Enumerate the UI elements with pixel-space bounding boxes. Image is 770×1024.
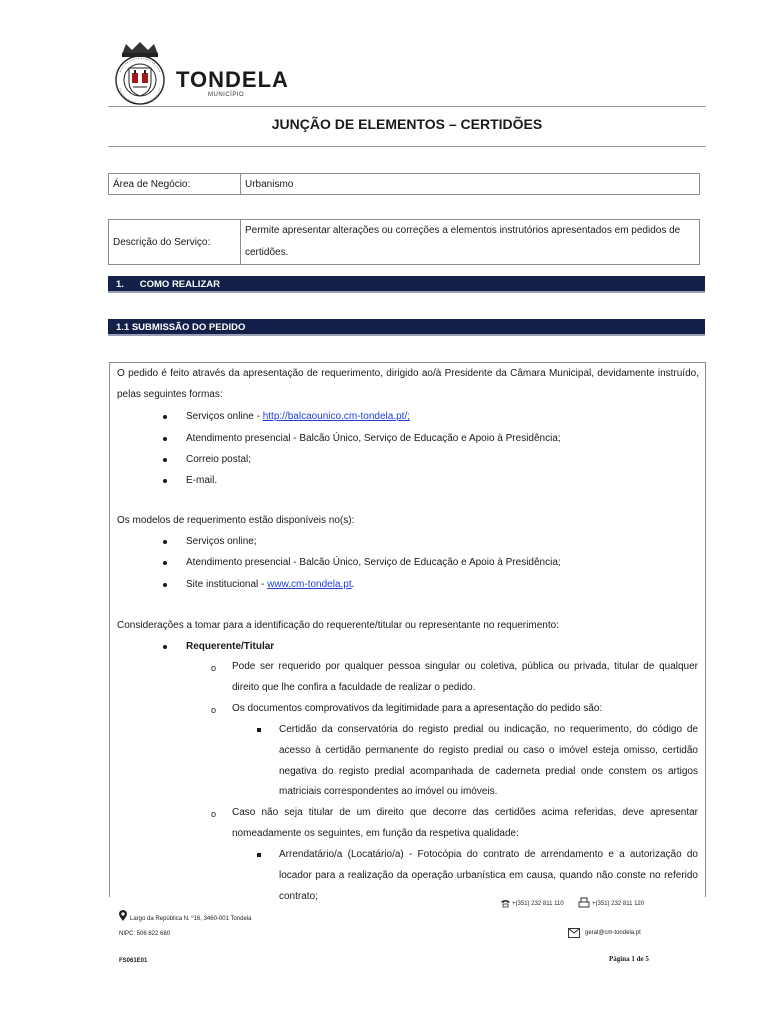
header-divider xyxy=(108,106,706,107)
requerente-sub-1: Pode ser requerido por qualquer pessoa singular ou coletiva, pública ou privada, titular de qualquer direito que lhe confira a faculdade de realizar o pedido. xyxy=(232,661,698,693)
considerations-paragraph: Considerações a tomar para a identificação do requerente/titular ou representante no requerimento: xyxy=(117,620,559,631)
nipc: NIPC: 506 822 680 xyxy=(119,931,171,937)
municipality-seal-logo xyxy=(108,40,172,106)
requerente-sub-3: Caso não seja titular de um direito que decorre das certidões acima referidas, deve apresentar nomeadamente os seguintes, em função da respetiva qualidade: xyxy=(232,807,698,839)
intro-paragraph: O pedido é feito através da apresentação de requerimento, dirigido ao/à Presidente da Câmara Municipal, devidamente instruído, pelas seguintes formas: xyxy=(117,368,699,400)
legitimacy-document-item: Certidão da conservatória do registo predial ou indicação, no requerimento, do código de acesso à certidão permanente do registo predial ou caso o imóvel esteja omisso, certidão negativa do registo predial acompanhada de caderneta predial onde constem os artigos matriciais correspondentes ao imóvel ou imóveis. xyxy=(279,724,698,798)
address: Largo da República N. º16, 3460-001 Tondela xyxy=(130,916,252,922)
phone-number: +(351) 232 811 110 xyxy=(512,901,564,907)
model-item-site: Site institucional - www.cm-tondela.pt. xyxy=(186,579,355,590)
circle-bullet-icon: o xyxy=(211,809,217,819)
square-bullet-icon xyxy=(257,728,261,732)
email-icon xyxy=(568,928,580,938)
email-address: geral@cm-tondela.pt xyxy=(585,930,641,936)
bullet-icon xyxy=(163,540,167,544)
requerente-sub-2: Os documentos comprovativos da legitimidade para a apresentação do pedido são: xyxy=(232,703,603,714)
list-item-online: Serviços online - http://balcaounico.cm-tondela.pt/; xyxy=(186,411,411,422)
circle-bullet-icon: o xyxy=(211,705,217,715)
service-description-value: Permite apresentar alterações ou correções a elementos instrutórios apresentados em pedidos de certidões. xyxy=(241,220,700,265)
list-item-email: E-mail. xyxy=(186,475,218,486)
balcao-unico-link[interactable]: http://balcaounico.cm-tondela.pt/; xyxy=(262,411,411,422)
fax-number: +(351) 232 811 120 xyxy=(592,901,645,907)
tenant-document-item: Arrendatário/a (Locatário/a) - Fotocópia do contrato de arrendamento e a autorização do locador para a realização da operação urbanística em causa, quando não conste no referido contrato; xyxy=(279,849,698,902)
bullet-icon xyxy=(163,561,167,565)
brand-subtitle: MUNICÍPIO xyxy=(208,92,245,98)
business-area-value: Urbanismo xyxy=(241,174,700,195)
circle-bullet-icon: o xyxy=(211,663,217,673)
brand-name: TONDELA xyxy=(176,67,289,92)
bullet-icon xyxy=(163,479,167,483)
fax-icon xyxy=(578,897,590,908)
institutional-site-link[interactable]: www.cm-tondela.pt xyxy=(267,579,352,590)
form-code: FS061E01 xyxy=(119,958,148,964)
models-intro: Os modelos de requerimento estão disponíveis no(s): xyxy=(117,515,355,526)
list-item-postal: Correio postal; xyxy=(186,454,252,465)
bullet-icon xyxy=(163,583,167,587)
model-item-online: Serviços online; xyxy=(186,536,257,547)
service-description-label: Descrição do Serviço: xyxy=(109,220,241,265)
requerente-heading: Requerente/Titular xyxy=(186,641,275,652)
page-number: Página 1 de 5 xyxy=(609,955,649,963)
phone-icon xyxy=(500,899,511,908)
submission-content-box xyxy=(109,362,706,902)
section-heading-submission: 1.1 SUBMISSÃO DO PEDIDO xyxy=(108,319,705,336)
square-bullet-icon xyxy=(257,853,261,857)
bullet-icon xyxy=(163,645,167,649)
location-pin-icon xyxy=(119,910,127,921)
business-area-table xyxy=(108,173,700,195)
model-item-in-person: Atendimento presencial - Balcão Único, Serviço de Educação e Apoio à Presidência; xyxy=(186,557,561,568)
bullet-icon xyxy=(163,458,167,462)
bullet-icon xyxy=(163,415,167,419)
title-divider xyxy=(108,146,706,147)
section-heading-how-to: 1. COMO REALIZAR xyxy=(108,276,705,293)
bullet-icon xyxy=(163,437,167,441)
business-area-label: Área de Negócio: xyxy=(109,174,241,195)
document-title: JUNÇÃO DE ELEMENTOS – CERTIDÕES xyxy=(271,116,543,132)
list-item-in-person: Atendimento presencial - Balcão Único, Serviço de Educação e Apoio à Presidência; xyxy=(186,433,561,444)
service-description-table xyxy=(108,219,700,265)
